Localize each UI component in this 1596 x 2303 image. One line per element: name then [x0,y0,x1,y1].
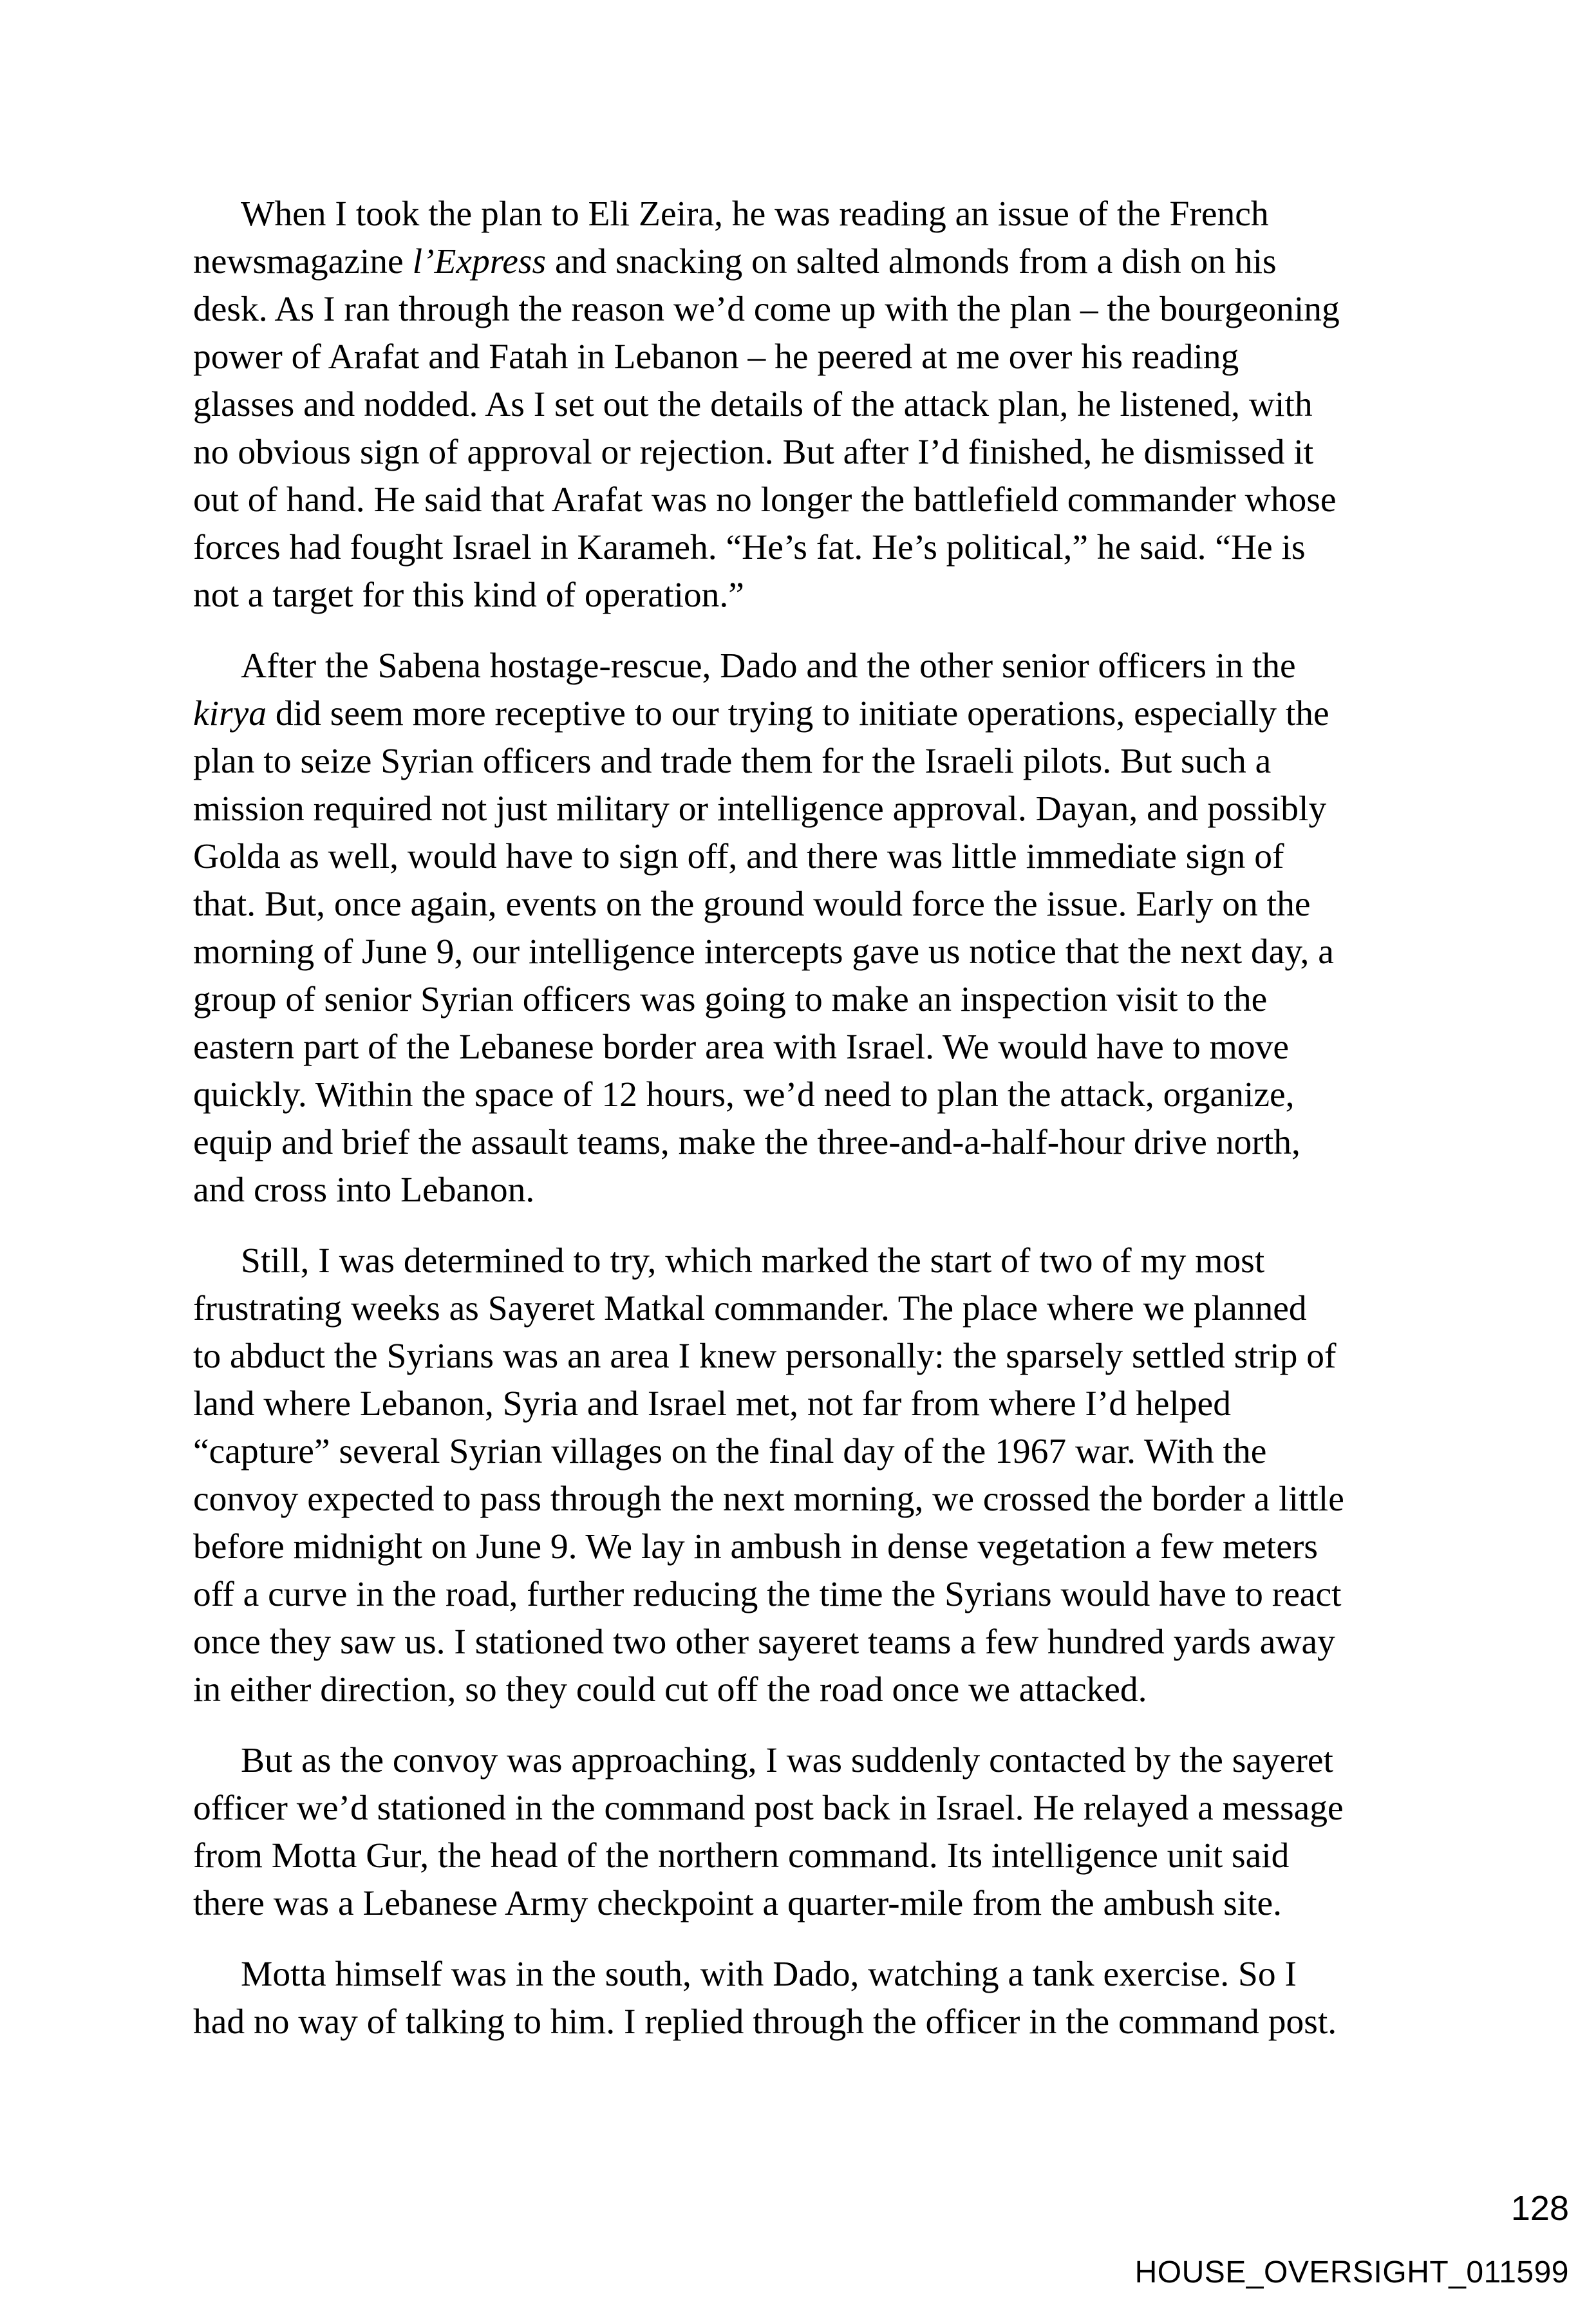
text-line [193,1951,1436,1998]
text-line [193,1237,1436,1285]
text-run: power of Arafat and Fatah in Lebanon – he peered at me over his reading [193,337,1239,377]
text-line [193,1476,1436,1523]
text-line [193,833,1436,881]
text-run: group of senior Syrian officers was going to make an inspection visit to the [193,980,1268,1019]
text-line [193,476,1436,524]
text-run: But as the convoy was approaching, I was suddenly contacted by the sayeret [241,1741,1333,1780]
text-run: before midnight on June 9. We lay in ambush in dense vegetation a few meters [193,1527,1318,1566]
text-run: once they saw us. I stationed two other sayeret teams a few hundred yards away [193,1622,1335,1662]
text-line [193,690,1436,738]
text-line [193,572,1436,619]
paragraph [193,191,1436,619]
text-line [193,1380,1436,1428]
text-line [193,1737,1436,1785]
text-line [193,1523,1436,1571]
text-line [193,1880,1436,1928]
text-run: After the Sabena hostage-rescue, Dado and the other senior officers in the [241,646,1296,686]
text-run: newsmagazine [193,242,413,281]
text-run: did seem more receptive to our trying to initiate operations, especially the [267,694,1329,733]
text-run: out of hand. He said that Arafat was no longer the battlefield commander whose [193,480,1337,520]
text-run: and cross into Lebanon. [193,1170,535,1210]
text-line [193,643,1436,690]
text-line [193,334,1436,381]
text-run: Golda as well, would have to sign off, and there was little immediate sign of [193,837,1284,876]
paragraph [193,1951,1436,2046]
page-number: 128 [1510,2189,1569,2228]
text-line [193,1666,1436,1714]
text-run: from Motta Gur, the head of the northern command. Its intelligence unit said [193,1836,1290,1875]
text-run: When I took the plan to Eli Zeira, he was reading an issue of the French [241,194,1269,234]
paragraph [193,1737,1436,1928]
text-line [193,1428,1436,1476]
text-run: frustrating weeks as Sayeret Matkal commander. The place where we planned [193,1289,1307,1328]
text-line [193,1619,1436,1666]
text-line [193,1571,1436,1619]
paragraph [193,1237,1436,1714]
text-run: Motta himself was in the south, with Dado, watching a tank exercise. So I [241,1955,1297,1994]
bates-stamp: HOUSE_OVERSIGHT_011599 [1134,2255,1569,2289]
text-run: quickly. Within the space of 12 hours, we’d need to plan the attack, organize, [193,1075,1295,1114]
text-line [193,286,1436,334]
text-line [193,1119,1436,1167]
text-run: plan to seize Syrian officers and trade them for the Israeli pilots. But such a [193,742,1272,781]
text-line [193,928,1436,976]
text-run: equip and brief the assault teams, make the three-and-a-half-hour drive north, [193,1123,1300,1162]
text-run: glasses and nodded. As I set out the details of the attack plan, he listened, with [193,385,1313,424]
paragraph [193,643,1436,1214]
text-run: not a target for this kind of operation.” [193,576,744,615]
text-line [193,1998,1436,2046]
text-line [193,381,1436,429]
text-line [193,524,1436,572]
text-run: and snacking on salted almonds from a dish on his [546,242,1277,281]
page-body [193,191,1436,2069]
text-line [193,1167,1436,1214]
text-line [193,1832,1436,1880]
text-line [193,881,1436,928]
text-run: convoy expected to pass through the next morning, we crossed the border a little [193,1480,1344,1519]
text-run: in either direction, so they could cut off the road once we attacked. [193,1670,1147,1709]
text-run: “capture” several Syrian villages on the final day of the 1967 war. With the [193,1432,1267,1471]
text-run: desk. As I ran through the reason we’d come up with the plan – the bourgeoning [193,290,1340,329]
text-run: Still, I was determined to try, which marked the start of two of my most [241,1241,1265,1281]
text-run: mission required not just military or intelligence approval. Dayan, and possibly [193,789,1327,829]
text-line [193,1785,1436,1832]
text-line [193,1071,1436,1119]
text-run: eastern part of the Lebanese border area with Israel. We would have to move [193,1028,1289,1067]
text-line [193,191,1436,238]
text-run: no obvious sign of approval or rejection. But after I’d finished, he dismissed it [193,433,1314,472]
text-run: forces had fought Israel in Karameh. “He’s fat. He’s political,” he said. “He is [193,528,1306,567]
text-run: that. But, once again, events on the ground would force the issue. Early on the [193,885,1311,924]
text-line [193,738,1436,785]
text-line [193,238,1436,286]
text-run: had no way of talking to him. I replied through the officer in the command post. [193,2002,1337,2042]
text-run: officer we’d stationed in the command post back in Israel. He relayed a message [193,1789,1344,1828]
text-line [193,1024,1436,1071]
text-line [193,1285,1436,1333]
text-line [193,1333,1436,1380]
text-line [193,976,1436,1024]
text-run: off a curve in the road, further reducing the time the Syrians would have to react [193,1575,1342,1614]
italic-text: l’Express [412,242,547,281]
text-run: to abduct the Syrians was an area I knew personally: the sparsely settled strip of [193,1337,1337,1376]
text-run: land where Lebanon, Syria and Israel met, not far from where I’d helped [193,1384,1231,1424]
text-run: morning of June 9, our intelligence intercepts gave us notice that the next day, a [193,932,1334,972]
italic-text: kirya [193,694,267,733]
text-line [193,429,1436,476]
text-line [193,785,1436,833]
text-run: there was a Lebanese Army checkpoint a quarter-mile from the ambush site. [193,1884,1282,1923]
